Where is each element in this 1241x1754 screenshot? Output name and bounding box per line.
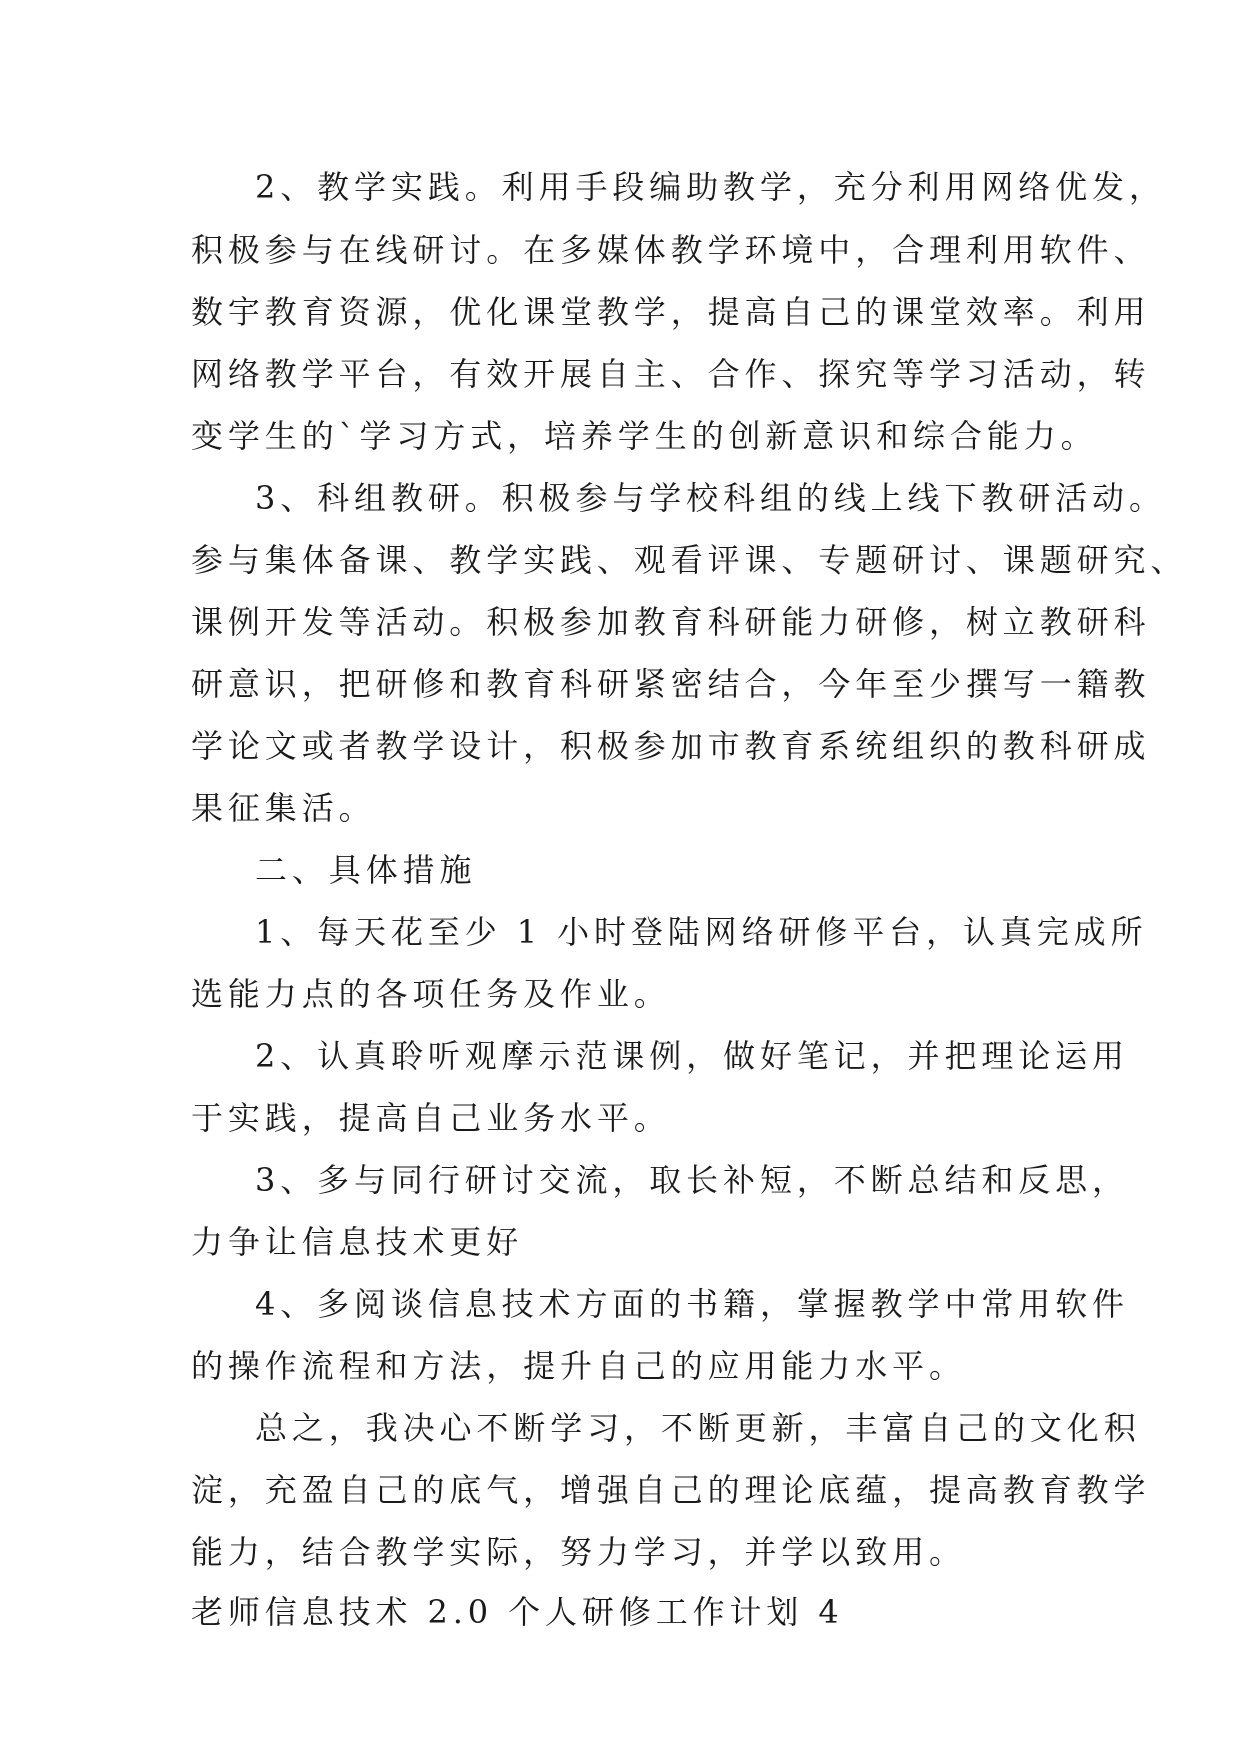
paragraph-line: 网络教学平台，有效开展自主、合作、探究等学习活动，转	[191, 355, 1151, 393]
paragraph-line: 学论文或者教学设计，积极参加市教育系统组织的教科研成	[191, 727, 1151, 765]
paragraph-line: 3、科组教研。积极参与学校科组的线上线下教研活动。	[255, 479, 1166, 517]
paragraph-line: 2、认真聆听观摩示范课例，做好笔记，并把理论运用	[255, 1037, 1129, 1075]
paragraph-line: 积极参与在线研讨。在多媒体教学环境中，合理利用软件、	[191, 231, 1151, 269]
paragraph-line: 参与集体备课、教学实践、观看评课、专题研讨、课题研究、	[191, 541, 1188, 579]
paragraph-line: 4、多阅谈信息技术方面的书籍，掌握教学中常用软件	[255, 1285, 1129, 1323]
paragraph-line: 淀，充盈自己的底气，增强自己的理论底蕴，提高教育教学	[191, 1471, 1151, 1509]
paragraph-line: 力争让信息技术更好	[191, 1223, 524, 1261]
paragraph-line: 的操作流程和方法，提升自己的应用能力水平。	[191, 1347, 966, 1385]
paragraph-line: 果征集活。	[191, 789, 376, 827]
paragraph-line: 总之，我决心不断学习，不断更新，丰富自己的文化积	[255, 1409, 1141, 1447]
paragraph-line: 2、教学实践。利用手段编助教学，充分利用网络优发，	[255, 168, 1166, 206]
paragraph-line: 研意识，把研修和教育科研紧密结合，今年至少撰写一籍教	[191, 665, 1151, 703]
paragraph-line: 课例开发等活动。积极参加教育科研能力研修，树立教研科	[191, 603, 1151, 641]
paragraph-line: 选能力点的各项任务及作业。	[191, 975, 671, 1013]
paragraph-line: 3、多与同行研讨交流，取长补短，不断总结和反思，	[255, 1161, 1129, 1199]
paragraph-line: 1、每天花至少 1 小时登陆网络研修平台，认真完成所	[255, 913, 1148, 951]
section-heading: 二、具体措施	[255, 851, 477, 889]
paragraph-line: 能力，结合教学实际，努力学习，并学以致用。	[191, 1533, 966, 1571]
paragraph-line: 变学生的`学习方式，培养学生的创新意识和综合能力。	[191, 417, 1098, 455]
paragraph-line: 数宇教育资源，优化课堂教学，提高自己的课堂效率。利用	[191, 293, 1151, 331]
paragraph-line: 于实践，提高自己业务水平。	[191, 1099, 671, 1137]
document-title: 老师信息技术 2.0 个人研修工作计划 4	[191, 1593, 844, 1631]
